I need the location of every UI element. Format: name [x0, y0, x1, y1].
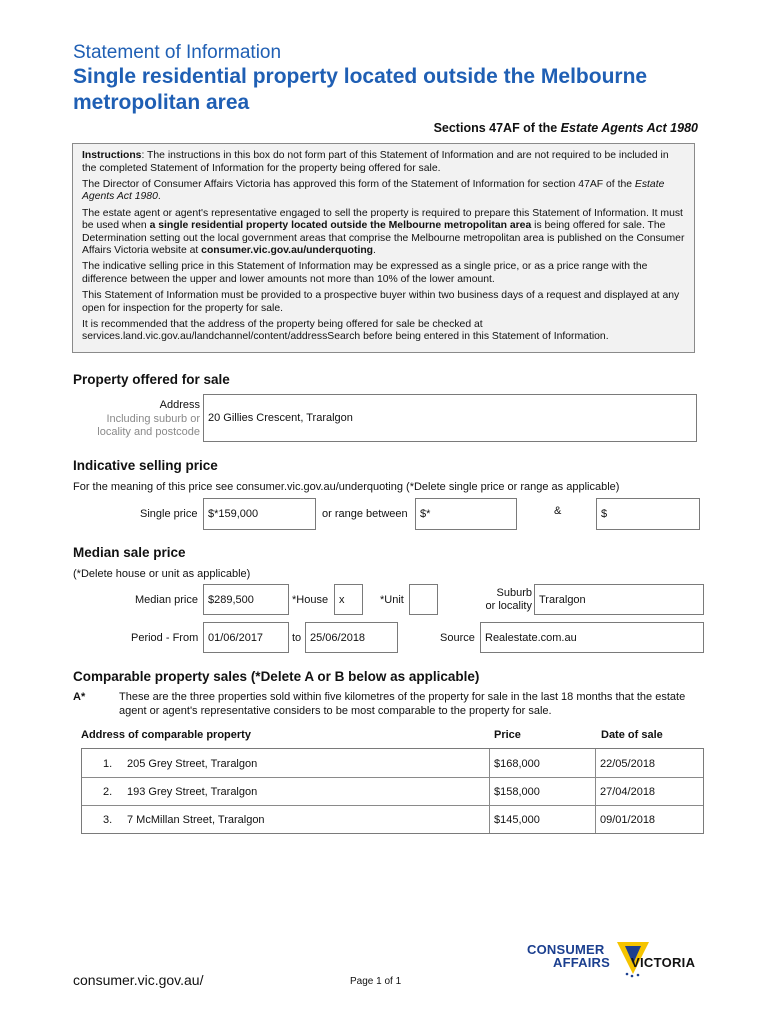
range-high-field[interactable]: $ [596, 498, 700, 530]
period-to-label: to [292, 632, 302, 644]
property-heading: Property offered for sale [73, 372, 230, 387]
table-row[interactable]: 1. 205 Grey Street, Traralgon $168,000 22/05/2018 [103, 758, 656, 770]
comparable-description: These are the three properties sold within five kilometres of the property for sale in the last 18 months that the estate agent or agent's representative considers to be most comparable to the property for sale. [119, 691, 686, 717]
underquoting-link[interactable]: consumer.vic.gov.au/underquoting [201, 245, 374, 257]
median-note: (*Delete house or unit as applicable) [73, 568, 251, 580]
table-row[interactable]: 3. 7 McMillan Street, Traralgon $145,000 09/01/2018 [103, 814, 656, 826]
indicative-note: For the meaning of this price see consumer.vic.gov.au/underquoting (*Delete single price or range as applicable) [73, 481, 620, 493]
indicative-heading: Indicative selling price [73, 458, 218, 473]
col-price-header: Price [494, 729, 521, 741]
consumer-affairs-victoria-logo [527, 940, 707, 980]
median-price-field[interactable]: $289,500 [203, 584, 289, 615]
house-label: *House [292, 594, 329, 606]
range-label: or range between [322, 508, 408, 520]
footer-url[interactable]: consumer.vic.gov.au/ [73, 972, 204, 988]
median-heading: Median sale price [73, 545, 186, 560]
comparable-table [81, 748, 704, 834]
instructions-intro: Instructions: The instructions in this box do not form part of this Statement of Information and are not required to be included in the completed Statement of Information for the property being offered for sale. [82, 150, 669, 174]
period-label: Period - From [131, 632, 199, 644]
address-label: Address Including suburb or locality and postcode [97, 399, 200, 438]
instructions-address-check: It is recommended that the address of the property being offered for sale be checked at services.land.vic.gov.au/landchannel/content/addressSearch before being entered in this Statement of Information. [82, 318, 609, 343]
period-from-field[interactable]: 01/06/2017 [203, 622, 289, 653]
median-price-label: Median price [135, 594, 198, 606]
col-address-header: Address of comparable property [81, 729, 251, 741]
single-price-field[interactable]: $*159,000 [203, 498, 316, 530]
period-to-field[interactable]: 25/06/2018 [305, 622, 398, 653]
logo-text-affairs: AFFAIRS [553, 955, 611, 970]
page-number: Page 1 of 1 [350, 976, 402, 987]
instructions-box [72, 143, 695, 353]
instructions-timing: This Statement of Information must be provided to a prospective buyer within two business days of a request and displayed at any open for inspection for the property for sale. [82, 290, 680, 314]
form-title: Single residential property located outside the Melbourne metropolitan area [73, 65, 648, 114]
suburb-label: Suburb or locality [485, 587, 532, 612]
col-date-header: Date of sale [601, 729, 663, 741]
form-subtitle: Statement of Information [73, 42, 282, 63]
logo-text-victoria: VICTORIA [631, 955, 696, 970]
address-field[interactable]: 20 Gillies Crescent, Traralgon [203, 394, 697, 442]
option-a-marker: A* [73, 691, 86, 703]
sections-reference: Sections 47AF of the Estate Agents Act 1980 [433, 121, 698, 135]
range-ampersand: & [554, 505, 562, 517]
logo-text-consumer: CONSUMER [527, 942, 605, 957]
single-price-label: Single price [140, 508, 198, 520]
source-label: Source [440, 632, 475, 644]
range-low-field[interactable]: $* [415, 498, 517, 530]
instructions-requirement: The estate agent or agent's representative engaged to sell the property is required to prepare this Statement of Information. It must be used when a single residential property located outside the Melbourne metropolitan area is being offered for sale. The Determination setting out the local government areas that comprise the Melbourne metropolitan area is published on the Consumer Affairs Victoria website at consumer.vic.gov.au/underquoting. [82, 207, 685, 257]
house-checkbox[interactable]: x [334, 584, 363, 615]
instructions-price-range: The indicative selling price in this Statement of Information may be expressed as a single price, or as a price range with the difference between the upper and lower amounts not more than 10% of the lower amount. [82, 261, 648, 285]
unit-checkbox[interactable] [409, 584, 438, 615]
comparable-heading: Comparable property sales (*Delete A or B below as applicable) [73, 669, 480, 684]
suburb-field[interactable]: Traralgon [534, 584, 704, 615]
instructions-approval: The Director of Consumer Affairs Victoria has approved this form of the Statement of Information for section 47AF of the Estate Agents Act 1980. [82, 178, 665, 203]
table-row[interactable]: 2. 193 Grey Street, Traralgon $158,000 27/04/2018 [103, 786, 656, 798]
unit-label: *Unit [380, 594, 404, 606]
source-field[interactable]: Realestate.com.au [480, 622, 704, 653]
